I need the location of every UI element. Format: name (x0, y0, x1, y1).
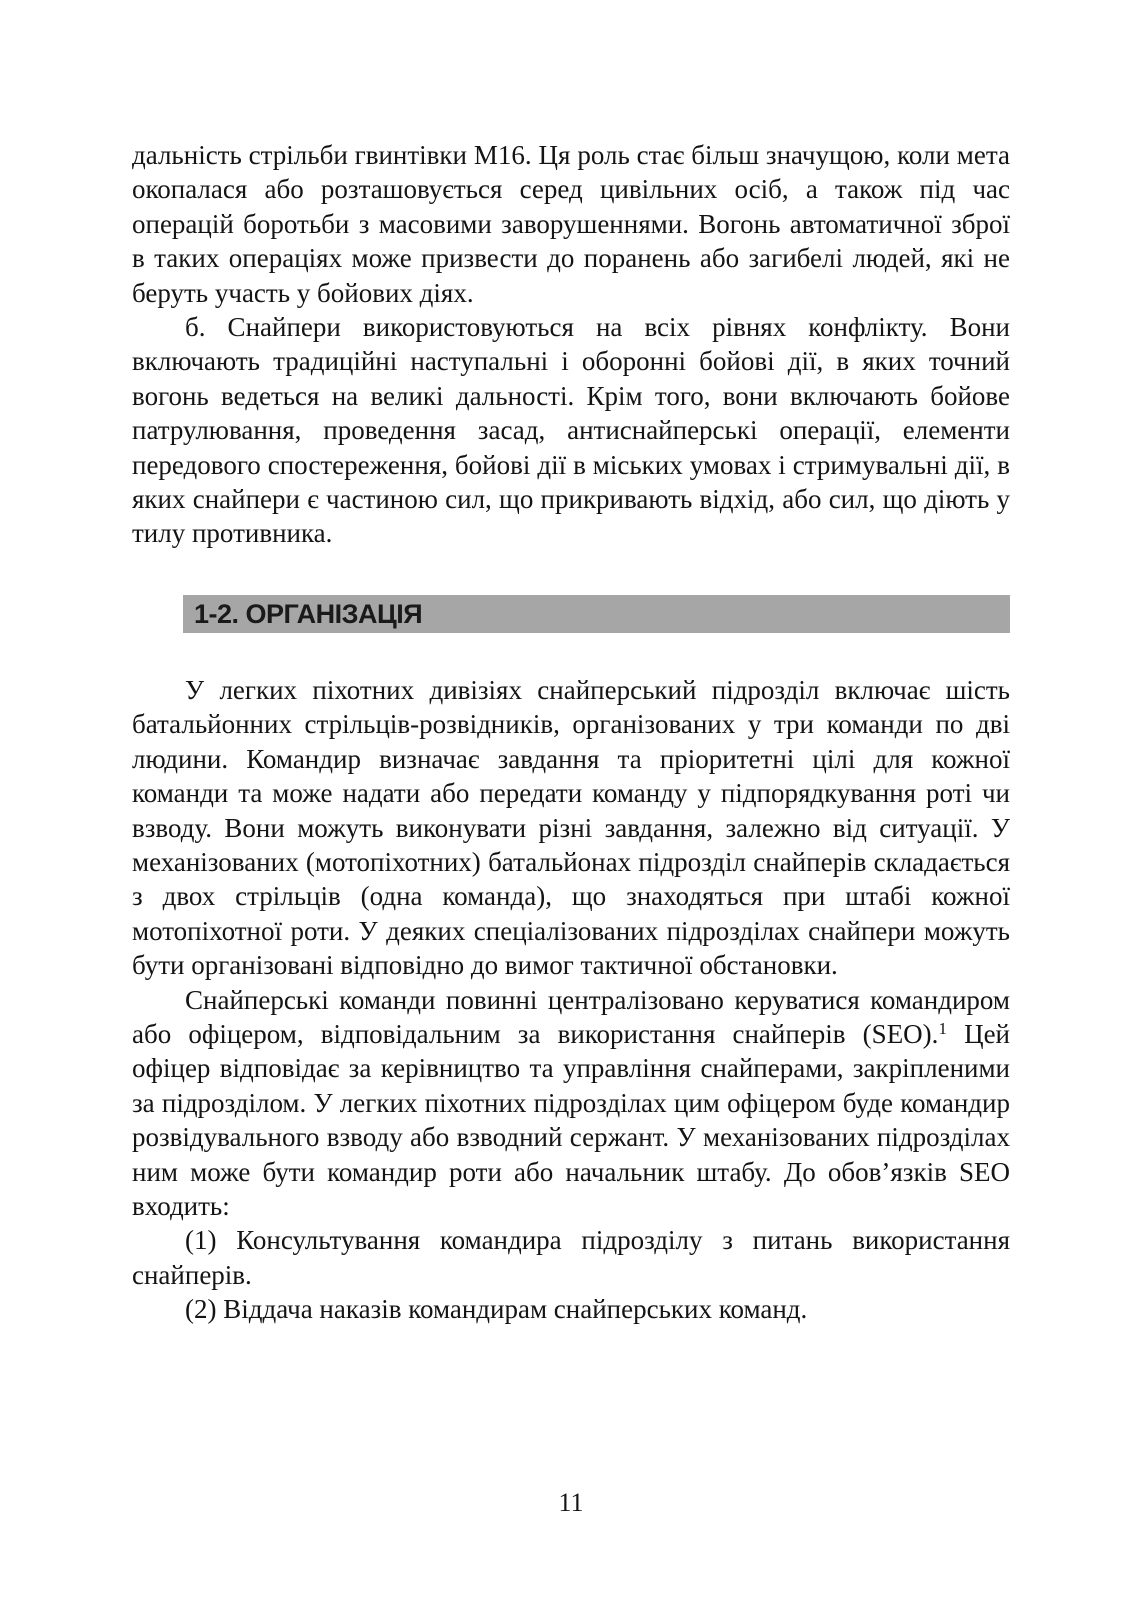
body-paragraph-continuation: дальність стрільби гвинтівки М16. Ця роль стає більш значущою, коли мета окопалася або розташовується серед цивільних осіб, а також під час операцій боротьби з масовими заворушеннями. Вогонь автоматичної зброї в таких операціях може призвести до поранень або загибелі людей, які не беруть участь у бойових діях. (132, 140, 1010, 308)
section-heading (183, 595, 1010, 633)
page-number: 11 (558, 1488, 584, 1517)
body-paragraph-organization: У легких піхотних дивізіях снайперський підрозділ включає шість батальйонних стрільців-розвідників, організованих у три команди по дві людини. Командир визначає завдання та пріоритетні цілі для кожної команди та може надати або передати команду у підпорядкування роті чи взводу. Вони можуть виконувати різні завдання, залежно від ситуації. У механізованих (мотопіхотних) батальйонах підрозділ снайперів складається з двох стрільців (одна команда), що знаходяться при штабі кожної мотопіхотної роти. У деяких спеціалізованих підрозділах снайпери можуть бути організовані відповідно до вимог тактичної обстановки. (132, 674, 1010, 981)
footnote-marker: 1 (938, 1018, 947, 1038)
section-heading-label: 1-2. ОРГАНІЗАЦІЯ (194, 598, 423, 629)
paragraph-text-rest: Цей офіцер відповідає за керівництво та управління снайперами, закріпленими за підрозділом. У легких піхотних підрозділах цим офіцером буде командир розвідувального взводу або взводний сержант. У механізованих підрозділах ним може бути командир роти або начальник штабу. До обов’язків SEO входить: (132, 1018, 1011, 1221)
list-item-1: (1) Консультування командира підрозділу з питань використання снайперів. (132, 1225, 1010, 1290)
list-item-2: (2) Віддача наказів командирам снайперських команд. (185, 1294, 808, 1325)
text-column (132, 138, 1010, 1327)
paragraph-text-lead: Снайперські команди повинні централізовано керуватися командиром або офіцером, відповідальним за використання снайперів (SEO). (132, 984, 1010, 1049)
body-paragraph-seo (132, 983, 1010, 1224)
body-paragraph-item-b: б. Снайпери використовуються на всіх рівнях конфлікту. Вони включають традиційні наступальні і оборонні бойові дії, в яких точний вогонь ведеться на великі дальності. Крім того, вони включають бойове патрулювання, проведення засад, антиснайперські операції, елементи передового спостереження, бойові дії в міських умовах і стримувальні дії, в яких снайпери є частиною сил, що прикривають відхід, або сил, що діють у тилу противника. (132, 312, 1010, 549)
